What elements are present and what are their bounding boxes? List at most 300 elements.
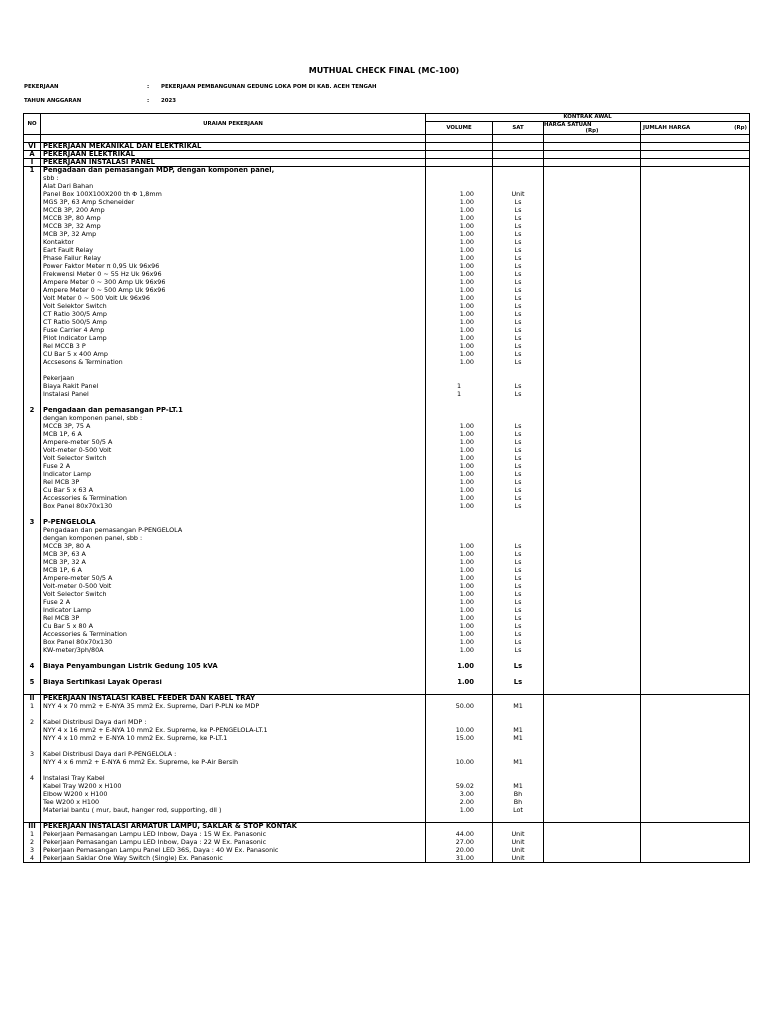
row-no: 3: [24, 847, 41, 855]
table-row: [24, 263, 750, 271]
row-jumlah-harga: [641, 471, 750, 479]
row-jumlah-harga: [641, 687, 750, 695]
row-no: [24, 207, 41, 215]
row-no: [24, 479, 41, 487]
row-no: [24, 799, 41, 807]
row-unit: [493, 159, 544, 167]
row-jumlah-harga: [641, 767, 750, 775]
row-description: Biaya Rakit Panel: [41, 383, 426, 391]
row-description: [41, 511, 426, 519]
row-jumlah-harga: [641, 199, 750, 207]
row-no: 1: [24, 167, 41, 175]
table-row: [24, 607, 750, 615]
header-harga-satuan: [544, 122, 641, 135]
row-harga-satuan: [544, 623, 641, 631]
row-jumlah-harga: [641, 327, 750, 335]
row-unit: [493, 695, 544, 703]
row-description: Accessories & Termination: [41, 495, 426, 503]
row-volume: 1.00: [426, 343, 493, 351]
row-unit: Ls: [493, 223, 544, 231]
row-jumlah-harga: [641, 135, 750, 143]
table-row: [24, 463, 750, 471]
table-row: [24, 751, 750, 759]
row-description: Indicator Lamp: [41, 607, 426, 615]
row-no: [24, 319, 41, 327]
row-volume: 1.00: [426, 279, 493, 287]
row-jumlah-harga: [641, 735, 750, 743]
row-jumlah-harga: [641, 671, 750, 679]
table-row: [24, 575, 750, 583]
row-no: [24, 487, 41, 495]
row-description: Rel MCCB 3 P: [41, 343, 426, 351]
row-no: [24, 383, 41, 391]
row-jumlah-harga: [641, 543, 750, 551]
row-volume: 1: [426, 383, 493, 391]
table-row: [24, 663, 750, 671]
row-no: [24, 615, 41, 623]
row-volume: [426, 527, 493, 535]
table-row: [24, 279, 750, 287]
row-jumlah-harga: [641, 191, 750, 199]
row-no: I: [24, 159, 41, 167]
table-row: [24, 855, 750, 863]
row-volume: 1.00: [426, 567, 493, 575]
row-jumlah-harga: [641, 447, 750, 455]
table-row: [24, 559, 750, 567]
row-harga-satuan: [544, 263, 641, 271]
row-no: [24, 327, 41, 335]
row-no: [24, 367, 41, 375]
row-harga-satuan: [544, 319, 641, 327]
row-description: Rel MCB 3P: [41, 479, 426, 487]
row-unit: Ls: [493, 447, 544, 455]
row-description: [41, 671, 426, 679]
row-description: Pekerjaan Pemasangan Lampu Panel LED 36S, Daya : 40 W Ex. Panasonic: [41, 847, 426, 855]
row-unit: Unit: [493, 839, 544, 847]
row-volume: 1.00: [426, 591, 493, 599]
row-unit: [493, 527, 544, 535]
row-description: Tee W200 x H100: [41, 799, 426, 807]
table-row: [24, 775, 750, 783]
header-jumlah-label: JUMLAH HARGA: [643, 124, 691, 131]
row-harga-satuan: [544, 175, 641, 183]
row-jumlah-harga: [641, 399, 750, 407]
table-row: [24, 335, 750, 343]
row-unit: Ls: [493, 279, 544, 287]
row-harga-satuan: [544, 487, 641, 495]
row-no: 1: [24, 831, 41, 839]
row-jumlah-harga: [641, 663, 750, 671]
row-unit: M1: [493, 727, 544, 735]
row-volume: 1.00: [426, 647, 493, 655]
table-row: [24, 375, 750, 383]
row-volume: 1.00: [426, 615, 493, 623]
row-unit: Ls: [493, 423, 544, 431]
row-jumlah-harga: [641, 239, 750, 247]
row-jumlah-harga: [641, 695, 750, 703]
row-description: Pilot Indicator Lamp: [41, 335, 426, 343]
row-unit: Ls: [493, 663, 544, 671]
row-volume: 1.00: [426, 303, 493, 311]
row-volume: [426, 775, 493, 783]
table-row: [24, 591, 750, 599]
row-no: [24, 311, 41, 319]
row-harga-satuan: [544, 151, 641, 159]
row-no: 4: [24, 663, 41, 671]
row-harga-satuan: [544, 503, 641, 511]
row-volume: 1.00: [426, 215, 493, 223]
row-harga-satuan: [544, 679, 641, 687]
row-no: [24, 535, 41, 543]
row-unit: Ls: [493, 679, 544, 687]
row-description: PEKERJAAN ELEKTRIKAL: [41, 151, 426, 159]
row-unit: Ls: [493, 319, 544, 327]
row-no: [24, 567, 41, 575]
row-volume: 1.00: [426, 319, 493, 327]
row-unit: Ls: [493, 487, 544, 495]
row-no: [24, 727, 41, 735]
row-jumlah-harga: [641, 599, 750, 607]
row-unit: [493, 407, 544, 415]
row-unit: Unit: [493, 831, 544, 839]
row-volume: 3.00: [426, 791, 493, 799]
row-jumlah-harga: [641, 551, 750, 559]
row-harga-satuan: [544, 567, 641, 575]
pekerjaan-label: PEKERJAAN: [24, 84, 59, 90]
row-volume: 1.00: [426, 463, 493, 471]
row-harga-satuan: [544, 287, 641, 295]
row-volume: 1.00: [426, 487, 493, 495]
row-jumlah-harga: [641, 639, 750, 647]
row-jumlah-harga: [641, 151, 750, 159]
row-volume: [426, 143, 493, 151]
row-volume: [426, 375, 493, 383]
row-unit: [493, 167, 544, 175]
row-volume: [426, 687, 493, 695]
table-row: [24, 271, 750, 279]
row-jumlah-harga: [641, 815, 750, 823]
row-unit: M1: [493, 783, 544, 791]
table-row: [24, 327, 750, 335]
row-volume: 1.00: [426, 495, 493, 503]
row-volume: 1.00: [426, 351, 493, 359]
row-harga-satuan: [544, 399, 641, 407]
row-no: [24, 183, 41, 191]
row-unit: Ls: [493, 239, 544, 247]
row-harga-satuan: [544, 351, 641, 359]
row-jumlah-harga: [641, 207, 750, 215]
row-harga-satuan: [544, 239, 641, 247]
row-description: PEKERJAAN INSTALASI KABEL FEEDER DAN KABEL TRAY: [41, 695, 426, 703]
row-jumlah-harga: [641, 559, 750, 567]
row-jumlah-harga: [641, 415, 750, 423]
row-harga-satuan: [544, 543, 641, 551]
row-jumlah-harga: [641, 847, 750, 855]
header-harga-rp: (Rp): [585, 128, 599, 134]
row-harga-satuan: [544, 663, 641, 671]
row-volume: [426, 151, 493, 159]
row-no: [24, 711, 41, 719]
row-description: Ampere Meter 0 ~ 300 Amp Uk 96x96: [41, 279, 426, 287]
row-description: MCCB 3P, 80 A: [41, 543, 426, 551]
row-no: [24, 463, 41, 471]
row-harga-satuan: [544, 655, 641, 663]
table-row: [24, 199, 750, 207]
row-volume: [426, 167, 493, 175]
row-volume: 15.00: [426, 735, 493, 743]
row-no: [24, 255, 41, 263]
row-volume: 1.00: [426, 607, 493, 615]
row-no: [24, 391, 41, 399]
header-harga-label: HARGA SATUAN: [544, 122, 592, 128]
row-volume: 1.00: [426, 559, 493, 567]
row-description: Instalasi Tray Kabel: [41, 775, 426, 783]
row-harga-satuan: [544, 223, 641, 231]
row-volume: [426, 743, 493, 751]
table-row: [24, 767, 750, 775]
row-volume: 44.00: [426, 831, 493, 839]
row-description: Frekwensi Meter 0 ~ 55 Hz Uk 96x96: [41, 271, 426, 279]
table-row: [24, 799, 750, 807]
table-row: [24, 599, 750, 607]
table-row: [24, 671, 750, 679]
row-description: Volt-meter 0-500 Volt: [41, 583, 426, 591]
row-volume: [426, 135, 493, 143]
row-unit: Ls: [493, 567, 544, 575]
row-jumlah-harga: [641, 511, 750, 519]
row-unit: [493, 775, 544, 783]
row-no: II: [24, 695, 41, 703]
row-harga-satuan: [544, 511, 641, 519]
table-row: [24, 423, 750, 431]
table-row: [24, 383, 750, 391]
row-description: [41, 815, 426, 823]
row-description: Rel MCB 3P: [41, 615, 426, 623]
row-unit: Ls: [493, 207, 544, 215]
row-unit: Ls: [493, 327, 544, 335]
table-row: [24, 471, 750, 479]
row-no: 2: [24, 407, 41, 415]
table-row: [24, 831, 750, 839]
row-no: [24, 807, 41, 815]
row-description: Volt Selector Switch: [41, 591, 426, 599]
row-harga-satuan: [544, 439, 641, 447]
row-unit: Ls: [493, 199, 544, 207]
row-harga-satuan: [544, 527, 641, 535]
row-volume: 50.00: [426, 703, 493, 711]
row-volume: 1.00: [426, 255, 493, 263]
table-row: [24, 487, 750, 495]
row-unit: Ls: [493, 439, 544, 447]
row-unit: Bh: [493, 791, 544, 799]
row-description: [41, 743, 426, 751]
row-unit: [493, 375, 544, 383]
row-jumlah-harga: [641, 455, 750, 463]
row-no: [24, 439, 41, 447]
row-unit: Ls: [493, 591, 544, 599]
row-no: [24, 295, 41, 303]
row-no: [24, 215, 41, 223]
row-volume: 1.00: [426, 287, 493, 295]
row-description: Pengadaan dan pemasangan MDP, dengan komponen panel,: [41, 167, 426, 175]
row-volume: 1.00: [426, 271, 493, 279]
table-row: [24, 255, 750, 263]
table-row: [24, 183, 750, 191]
row-description: Volt Selector Switch: [41, 455, 426, 463]
table-row: [24, 215, 750, 223]
row-volume: [426, 183, 493, 191]
row-volume: [426, 367, 493, 375]
row-unit: Ls: [493, 231, 544, 239]
table-row: [24, 167, 750, 175]
row-harga-satuan: [544, 375, 641, 383]
row-description: Elbow W200 x H100: [41, 791, 426, 799]
row-jumlah-harga: [641, 519, 750, 527]
row-harga-satuan: [544, 719, 641, 727]
row-volume: 1.00: [426, 599, 493, 607]
row-unit: Ls: [493, 647, 544, 655]
row-jumlah-harga: [641, 463, 750, 471]
row-no: [24, 655, 41, 663]
row-unit: [493, 519, 544, 527]
row-unit: [493, 511, 544, 519]
row-description: Accessories & Termination: [41, 631, 426, 639]
row-jumlah-harga: [641, 247, 750, 255]
row-jumlah-harga: [641, 751, 750, 759]
row-description: Kabel Tray W200 x H100: [41, 783, 426, 791]
row-description: MCB 3P, 32 A: [41, 559, 426, 567]
row-no: [24, 399, 41, 407]
row-jumlah-harga: [641, 479, 750, 487]
row-jumlah-harga: [641, 391, 750, 399]
row-no: [24, 263, 41, 271]
row-jumlah-harga: [641, 367, 750, 375]
row-harga-satuan: [544, 751, 641, 759]
table-row: [24, 431, 750, 439]
row-harga-satuan: [544, 303, 641, 311]
header-no: NO: [24, 114, 41, 135]
row-description: [41, 711, 426, 719]
table-row: [24, 839, 750, 847]
row-harga-satuan: [544, 407, 641, 415]
row-harga-satuan: [544, 799, 641, 807]
row-jumlah-harga: [641, 263, 750, 271]
row-harga-satuan: [544, 247, 641, 255]
row-jumlah-harga: [641, 839, 750, 847]
table-row: [24, 719, 750, 727]
row-volume: [426, 767, 493, 775]
row-no: [24, 239, 41, 247]
row-no: [24, 543, 41, 551]
header-volume: VOLUME: [426, 122, 493, 135]
row-unit: Lot: [493, 807, 544, 815]
row-description: [41, 135, 426, 143]
row-no: [24, 551, 41, 559]
row-jumlah-harga: [641, 823, 750, 831]
row-volume: 1.00: [426, 575, 493, 583]
table-row: [24, 399, 750, 407]
row-no: 2: [24, 719, 41, 727]
row-description: MCCB 3P, 75 A: [41, 423, 426, 431]
row-volume: [426, 711, 493, 719]
row-volume: 1.00: [426, 327, 493, 335]
table-row: [24, 695, 750, 703]
row-jumlah-harga: [641, 143, 750, 151]
row-volume: 1.00: [426, 247, 493, 255]
row-no: [24, 527, 41, 535]
row-description: MCCB 3P, 32 Amp: [41, 223, 426, 231]
row-no: [24, 431, 41, 439]
row-description: sbb :: [41, 175, 426, 183]
row-description: NYY 4 x 6 mm2 + E-NYA 6 mm2 Ex. Supreme, ke P-Air Bersih: [41, 759, 426, 767]
row-volume: 10.00: [426, 727, 493, 735]
row-unit: Ls: [493, 287, 544, 295]
row-description: Kabel Distribusi Daya dari P-PENGELOLA :: [41, 751, 426, 759]
row-volume: 1.00: [426, 479, 493, 487]
row-description: Power Faktor Meter π 0,95 Uk 96x96: [41, 263, 426, 271]
row-no: 5: [24, 679, 41, 687]
row-volume: 1.00: [426, 663, 493, 671]
table-row: [24, 583, 750, 591]
row-description: MCB 1P, 6 A: [41, 431, 426, 439]
row-jumlah-harga: [641, 439, 750, 447]
row-jumlah-harga: [641, 255, 750, 263]
row-description: Box Panel 80x70x130: [41, 639, 426, 647]
row-volume: 1.00: [426, 631, 493, 639]
row-jumlah-harga: [641, 159, 750, 167]
row-no: [24, 591, 41, 599]
table-row: [24, 143, 750, 151]
row-description: Pekerjaan Pemasangan Lampu LED Inbow, Daya : 22 W Ex. Panasonic: [41, 839, 426, 847]
table-row: [24, 711, 750, 719]
row-harga-satuan: [544, 367, 641, 375]
row-volume: 1.00: [426, 239, 493, 247]
table-row: [24, 759, 750, 767]
row-unit: Ls: [493, 607, 544, 615]
row-volume: 1.00: [426, 807, 493, 815]
row-description: Fuse Carrier 4 Amp: [41, 327, 426, 335]
row-no: [24, 471, 41, 479]
row-description: PEKERJAAN INSTALASI ARMATUR LAMPU, SAKLAR & STOP KONTAK: [41, 823, 426, 831]
row-harga-satuan: [544, 535, 641, 543]
row-description: MCB 3P, 32 Amp: [41, 231, 426, 239]
row-unit: Ls: [493, 431, 544, 439]
row-jumlah-harga: [641, 231, 750, 239]
table-row: [24, 807, 750, 815]
row-harga-satuan: [544, 847, 641, 855]
row-harga-satuan: [544, 583, 641, 591]
row-description: Pekerjaan Saklar One Way Switch (Single) Ex. Panasonic: [41, 855, 426, 863]
row-jumlah-harga: [641, 711, 750, 719]
row-harga-satuan: [544, 767, 641, 775]
table-row: [24, 207, 750, 215]
row-description: MCCB 3P, 80 Amp: [41, 215, 426, 223]
row-unit: Ls: [493, 495, 544, 503]
row-harga-satuan: [544, 575, 641, 583]
row-volume: [426, 719, 493, 727]
row-unit: Ls: [493, 455, 544, 463]
row-volume: 1.00: [426, 543, 493, 551]
row-harga-satuan: [544, 279, 641, 287]
table-row: [24, 311, 750, 319]
row-unit: Ls: [493, 335, 544, 343]
row-harga-satuan: [544, 791, 641, 799]
row-jumlah-harga: [641, 759, 750, 767]
row-volume: 27.00: [426, 839, 493, 847]
row-description: Cu Bar 5 x 63 A: [41, 487, 426, 495]
table-row: [24, 343, 750, 351]
table-row: [24, 135, 750, 143]
